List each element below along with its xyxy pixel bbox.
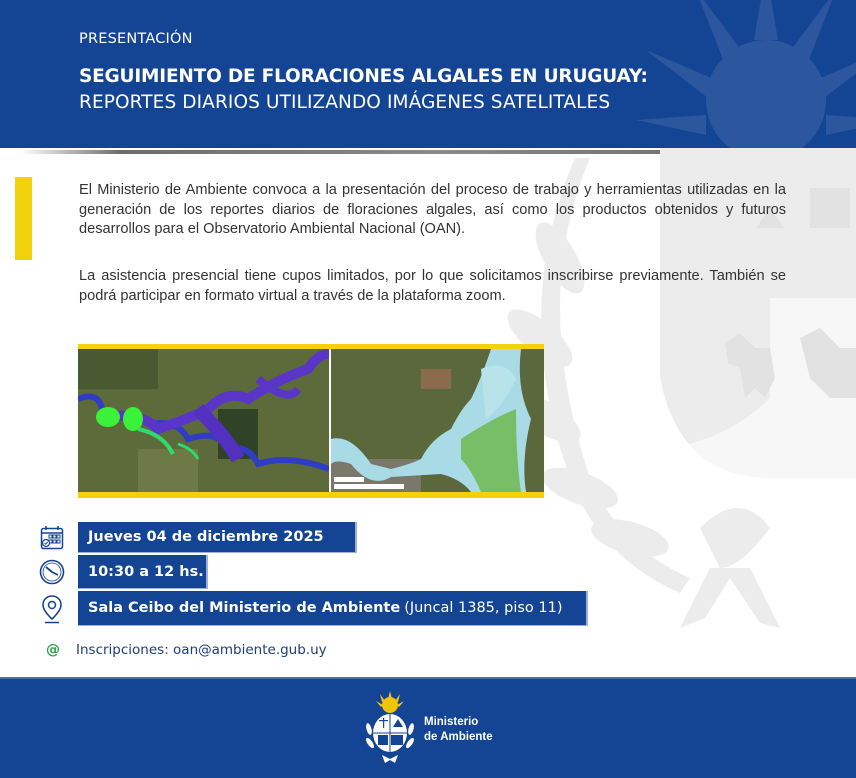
accent-bar: [15, 177, 32, 260]
satellite-images: [78, 344, 544, 498]
event-subtitle: REPORTES DIARIOS UTILIZANDO IMÁGENES SATELITALES: [79, 92, 611, 113]
event-date: Jueves 04 de diciembre 2025: [78, 522, 357, 553]
event-type-label: PRESENTACIÓN: [79, 31, 193, 47]
brand-line-1: Ministerio: [424, 716, 479, 728]
sun-emblem-watermark-icon: [636, 0, 856, 148]
registration-contact: [46, 642, 327, 658]
attendance-paragraph: La asistencia presencial tiene cupos limitados, por lo que solicitamos inscribirse previamente. También se podrá participar en formato virtual a través de la plataforma zoom.: [79, 268, 786, 304]
event-title: SEGUIMIENTO DE FLORACIONES ALGALES EN URUGUAY:: [79, 66, 648, 87]
event-date-row: [38, 522, 357, 553]
footer-banner: [0, 677, 856, 778]
coat-of-arms-logo-icon: [360, 689, 420, 769]
event-time: 10:30 a 12 hs.: [78, 555, 208, 589]
at-sign-icon: @: [46, 642, 60, 658]
satellite-map-left: [78, 349, 329, 492]
header-banner: [0, 0, 856, 148]
registration-email[interactable]: Inscripciones: oan@ambiente.gub.uy: [76, 642, 327, 658]
satellite-map-right: [331, 349, 544, 492]
calendar-icon: [38, 524, 66, 552]
brand-line-2: de Ambiente: [424, 731, 493, 743]
event-location-row: [38, 591, 588, 626]
event-location: [78, 591, 588, 626]
location-pin-icon: [38, 595, 66, 623]
ministry-brand: [424, 715, 493, 745]
clock-icon: [38, 558, 66, 586]
intro-paragraph: El Ministerio de Ambiente convoca a la presentación del proceso de trabajo y herramientas utilizadas en la generación de los reportes diarios de floraciones algales, así como los productos obtenidos y futuros desarrollos para el Observatorio Ambiental Nacional (OAN).: [79, 182, 786, 237]
location-venue: Sala Ceibo del Ministerio de Ambiente: [88, 600, 401, 616]
location-address: (Juncal 1385, piso 11): [404, 600, 563, 616]
event-time-row: [38, 555, 208, 589]
